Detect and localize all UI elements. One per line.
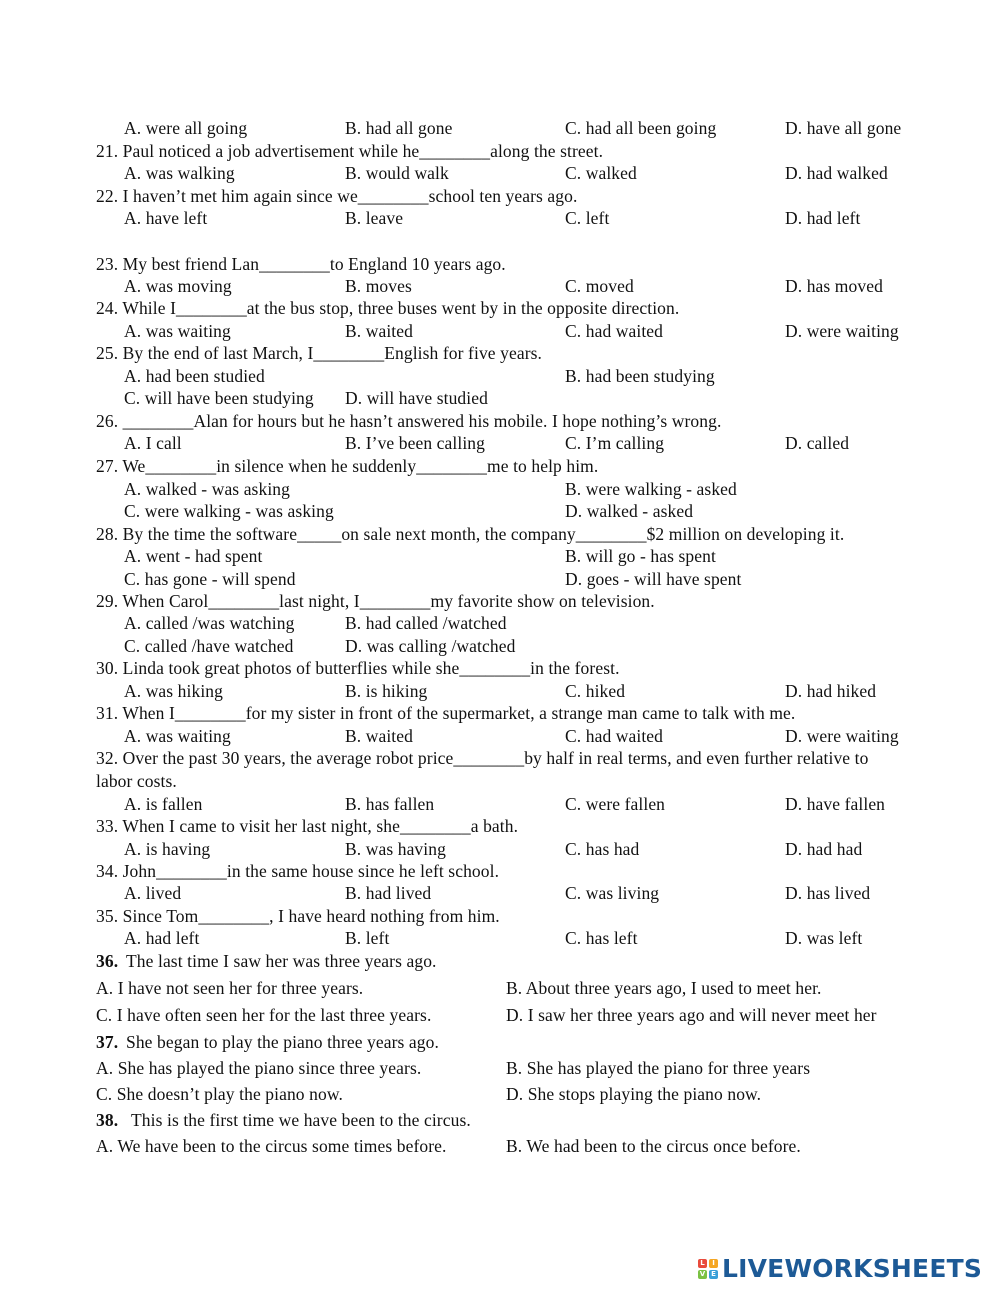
q22-option-c: C. left [565,208,610,228]
q30-option-c: C. hiked [565,681,626,701]
q32-option-b: B. has fallen [345,794,435,814]
q33-option-d: D. had had [785,839,863,859]
q21-option-a: A. was walking [124,163,235,183]
question-28: 28. By the time the software_____on sale next month, the company________$2 million on developing it. [96,524,845,544]
question-27: 27. We________in silence when he suddenly________me to help him. [96,456,599,476]
q28-option-a: A. went - had spent [124,546,263,566]
q24-option-d: D. were waiting [785,321,899,341]
question-32: 32. Over the past 30 years, the average robot price________by half in real terms, and even further relative to [96,748,869,768]
q35-option-a: A. had left [124,928,200,948]
question-31: 31. When I________for my sister in front of the supermarket, a strange man came to talk with me. [96,703,796,723]
q23-option-a: A. was moving [124,276,232,296]
q34-option-b: B. had lived [345,883,432,903]
q36-option-a: A. I have not seen her for three years. [96,978,364,998]
question-37: She began to play the piano three years ago. [126,1032,439,1052]
q31-option-b: B. waited [345,726,413,746]
question-38: This is the first time we have been to the circus. [131,1110,471,1130]
q26-option-b: B. I’ve been calling [345,433,486,453]
q38-option-a: A. We have been to the circus some times before. [96,1136,447,1156]
question-26: 26. ________Alan for hours but he hasn’t answered his mobile. I hope nothing’s wrong. [96,411,722,431]
q25-option-b: B. had been studying [565,366,715,386]
q26-option-c: C. I’m calling [565,433,665,453]
q30-option-a: A. was hiking [124,681,224,701]
q34-option-d: D. has lived [785,883,871,903]
q33-option-c: C. has had [565,839,640,859]
question-30: 30. Linda took great photos of butterflies while she________in the forest. [96,658,620,678]
q23-option-d: D. has moved [785,276,883,296]
q24-option-b: B. waited [345,321,413,341]
q29-option-a: A. called /was watching [124,613,295,633]
q22-option-b: B. leave [345,208,404,228]
q28-option-d: D. goes - will have spent [565,569,742,589]
logo-icon-tile: I [709,1259,718,1268]
q34-option-c: C. was living [565,883,660,903]
q37-option-a: A. She has played the piano since three years. [96,1058,422,1078]
q20-option-a: A. were all going [124,118,248,138]
q32-option-d: D. have fallen [785,794,886,814]
q37-option-b: B. She has played the piano for three years [506,1058,811,1078]
q28-option-c: C. has gone - will spend [124,569,296,589]
q25-option-c: C. will have been studying [124,388,314,408]
q38-option-b: B. We had been to the circus once before. [506,1136,801,1156]
q26-option-a: A. I call [124,433,182,453]
question-21: 21. Paul noticed a job advertisement while he________along the street. [96,141,604,161]
q24-option-a: A. was waiting [124,321,231,341]
liveworksheets-logo [698,1254,982,1284]
q32-option-c: C. were fallen [565,794,666,814]
question-33: 33. When I came to visit her last night, she________a bath. [96,816,519,836]
q33-option-a: A. is having [124,839,211,859]
q32-option-a: A. is fallen [124,794,203,814]
q35-option-b: B. left [345,928,390,948]
liveworksheets-logo-icon [698,1259,718,1279]
question-38-number: 38. [96,1110,119,1130]
q29-option-d: D. was calling /watched [345,636,516,656]
question-32-continued: labor costs. [96,771,177,791]
q29-option-b: B. had called /watched [345,613,507,633]
q25-option-d: D. will have studied [345,388,488,408]
question-37-number: 37. [96,1032,119,1052]
q21-option-c: C. walked [565,163,637,183]
q27-option-a: A. walked - was asking [124,479,290,499]
q35-option-d: D. was left [785,928,863,948]
q20-option-d: D. have all gone [785,118,902,138]
q20-option-b: B. had all gone [345,118,453,138]
q28-option-b: B. will go - has spent [565,546,716,566]
logo-icon-tile: V [699,1270,706,1278]
q37-option-d: D. She stops playing the piano now. [506,1084,762,1104]
q25-option-a: A. had been studied [124,366,265,386]
q35-option-c: C. has left [565,928,638,948]
q30-option-d: D. had hiked [785,681,877,701]
question-35: 35. Since Tom________, I have heard nothing from him. [96,906,500,926]
q34-option-a: A. lived [124,883,182,903]
q27-option-c: C. were walking - was asking [124,501,334,521]
question-29: 29. When Carol________last night, I________my favorite show on television. [96,591,655,611]
q37-option-c: C. She doesn’t play the piano now. [96,1084,343,1104]
question-25: 25. By the end of last March, I________English for five years. [96,343,543,363]
question-22: 22. I haven’t met him again since we________school ten years ago. [96,186,578,206]
q36-option-b: B. About three years ago, I used to meet her. [506,978,822,998]
q29-option-c: C. called /have watched [124,636,294,656]
logo-icon-tile: L [698,1259,707,1268]
question-34: 34. John________in the same house since he left school. [96,861,500,881]
q30-option-b: B. is hiking [345,681,428,701]
q31-option-d: D. were waiting [785,726,899,746]
q22-option-a: A. have left [124,208,208,228]
q33-option-b: B. was having [345,839,446,859]
q20-option-c: C. had all been going [565,118,717,138]
q31-option-c: C. had waited [565,726,664,746]
q24-option-c: C. had waited [565,321,664,341]
q27-option-b: B. were walking - asked [565,479,737,499]
q21-option-d: D. had walked [785,163,888,183]
liveworksheets-logo-text: LIVEWORKSHEETS [722,1254,983,1283]
q27-option-d: D. walked - asked [565,501,694,521]
q22-option-d: D. had left [785,208,861,228]
q21-option-b: B. would walk [345,163,449,183]
question-36-number: 36. [96,951,119,971]
q36-option-d: D. I saw her three years ago and will never meet her [506,1005,877,1025]
q36-option-c: C. I have often seen her for the last three years. [96,1005,432,1025]
q23-option-b: B. moves [345,276,412,296]
question-23: 23. My best friend Lan________to England 10 years ago. [96,254,506,274]
q23-option-c: C. moved [565,276,634,296]
question-36: The last time I saw her was three years ago. [126,951,437,971]
question-24: 24. While I________at the bus stop, three buses went by in the opposite direction. [96,298,680,318]
q31-option-a: A. was waiting [124,726,231,746]
logo-icon-tile: E [709,1270,718,1279]
q26-option-d: D. called [785,433,850,453]
